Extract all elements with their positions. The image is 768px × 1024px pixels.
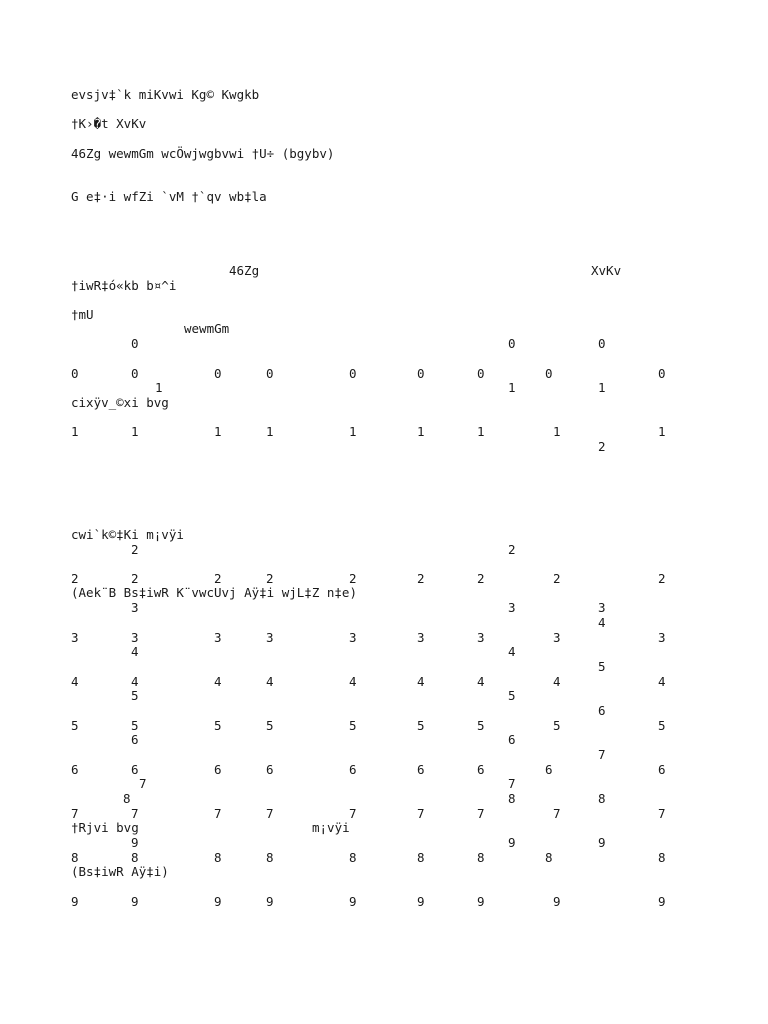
bubble-digit[interactable]: 6 xyxy=(417,762,425,777)
bubble-digit-sub[interactable]: 1 xyxy=(598,380,606,395)
bubble-digit[interactable]: 5 xyxy=(214,718,222,733)
bubble-digit-sub[interactable]: 5 xyxy=(131,688,139,703)
bubble-digit[interactable]: 1 xyxy=(417,424,425,439)
bubble-digit[interactable]: 6 xyxy=(658,762,666,777)
bubble-digit[interactable]: 7 xyxy=(477,806,485,821)
bubble-digit[interactable]: 8 xyxy=(658,850,666,865)
bubble-digit-sub[interactable]: 0 xyxy=(598,336,606,351)
english-letters-note: (Bs‡iwR Aÿ‡i) xyxy=(71,864,169,879)
bubble-digit[interactable]: 9 xyxy=(71,894,79,909)
bubble-digit[interactable]: 8 xyxy=(131,850,139,865)
bubble-digit[interactable]: 1 xyxy=(266,424,274,439)
bubble-digit[interactable]: 9 xyxy=(417,894,425,909)
bubble-digit-sub[interactable]: 0 xyxy=(508,336,516,351)
bubble-digit[interactable]: 5 xyxy=(131,718,139,733)
bubble-digit[interactable]: 2 xyxy=(417,571,425,586)
exam-number-label: 46Zg xyxy=(229,263,260,278)
bubble-digit-sub[interactable]: 9 xyxy=(508,835,516,850)
inspector-signature-label: cwi`k©‡Ki m¡vÿi xyxy=(71,527,184,542)
bubble-digit[interactable]: 1 xyxy=(553,424,561,439)
bubble-digit[interactable]: 9 xyxy=(349,894,357,909)
bubble-digit[interactable]: 7 xyxy=(553,806,561,821)
bubble-digit[interactable]: 8 xyxy=(349,850,357,865)
bubble-digit-sub[interactable]: 4 xyxy=(131,644,139,659)
bubble-digit[interactable]: 6 xyxy=(131,762,139,777)
bubble-digit[interactable]: 6 xyxy=(214,762,222,777)
bubble-digit[interactable]: 4 xyxy=(417,674,425,689)
bubble-digit-sub[interactable]: 5 xyxy=(598,659,606,674)
bubble-digit[interactable]: 0 xyxy=(477,366,485,381)
bubble-digit-sub[interactable]: 7 xyxy=(139,776,147,791)
bubble-digit[interactable]: 3 xyxy=(417,630,425,645)
bubble-digit-sub[interactable]: 9 xyxy=(131,835,139,850)
bubble-digit[interactable]: 2 xyxy=(214,571,222,586)
bubble-digit[interactable]: 6 xyxy=(266,762,274,777)
bubble-digit-sub[interactable]: 2 xyxy=(131,542,139,557)
bubble-digit[interactable]: 3 xyxy=(214,630,222,645)
bubble-digit[interactable]: 0 xyxy=(658,366,666,381)
bubble-digit[interactable]: 3 xyxy=(349,630,357,645)
bubble-digit[interactable]: 5 xyxy=(266,718,274,733)
bubble-digit[interactable]: 8 xyxy=(214,850,222,865)
bubble-digit[interactable]: 9 xyxy=(553,894,561,909)
bubble-digit[interactable]: 8 xyxy=(266,850,274,865)
bubble-digit[interactable]: 9 xyxy=(658,894,666,909)
bubble-digit[interactable]: 8 xyxy=(71,850,79,865)
bubble-digit[interactable]: 6 xyxy=(349,762,357,777)
bubble-digit[interactable]: 0 xyxy=(266,366,274,381)
bubble-digit[interactable]: 6 xyxy=(71,762,79,777)
bubble-digit[interactable]: 9 xyxy=(214,894,222,909)
bubble-digit-sub[interactable]: 0 xyxy=(131,336,139,351)
bubble-digit[interactable]: 2 xyxy=(266,571,274,586)
bubble-digit-sub[interactable]: 5 xyxy=(508,688,516,703)
bubble-digit[interactable]: 3 xyxy=(477,630,485,645)
bubble-digit[interactable]: 3 xyxy=(266,630,274,645)
bubble-digit[interactable]: 4 xyxy=(131,674,139,689)
bubble-digit[interactable]: 5 xyxy=(349,718,357,733)
bubble-digit-sub[interactable]: 3 xyxy=(508,600,516,615)
bubble-digit[interactable]: 8 xyxy=(417,850,425,865)
bubble-digit[interactable]: 3 xyxy=(553,630,561,645)
bubble-digit[interactable]: 8 xyxy=(545,850,553,865)
bubble-digit[interactable]: 7 xyxy=(349,806,357,821)
bubble-digit-sub[interactable]: 3 xyxy=(131,600,139,615)
bubble-digit[interactable]: 1 xyxy=(131,424,139,439)
bubble-digit-sub[interactable]: 8 xyxy=(598,791,606,806)
bubble-digit[interactable]: 9 xyxy=(477,894,485,909)
bubble-digit-sub[interactable]: 6 xyxy=(508,732,516,747)
candidate-name-label: cixÿv_©xi bvg xyxy=(71,395,169,410)
bubble-digit-sub[interactable]: 9 xyxy=(598,835,606,850)
bubble-digit[interactable]: 5 xyxy=(417,718,425,733)
bubble-digit[interactable]: 0 xyxy=(349,366,357,381)
bubble-digit[interactable]: 4 xyxy=(553,674,561,689)
bubble-digit[interactable]: 1 xyxy=(477,424,485,439)
bubble-digit[interactable]: 7 xyxy=(131,806,139,821)
bubble-digit[interactable]: 0 xyxy=(214,366,222,381)
bubble-digit-sub[interactable]: 6 xyxy=(131,732,139,747)
bubble-digit[interactable]: 0 xyxy=(71,366,79,381)
bubble-digit-sub[interactable]: 7 xyxy=(598,747,606,762)
bubble-digit-sub[interactable]: 4 xyxy=(508,644,516,659)
registration-number-label: †iwR‡ó«kb b¤^i xyxy=(71,278,177,293)
bubble-digit[interactable]: 2 xyxy=(131,571,139,586)
bubble-digit-sub[interactable]: 8 xyxy=(123,791,131,806)
exam-title: 46Zg wewmGm wcÖwjwgbvwi †U÷ (bgybv) xyxy=(71,146,335,161)
bubble-digit[interactable]: 1 xyxy=(349,424,357,439)
bubble-digit[interactable]: 7 xyxy=(214,806,222,821)
district-name-label: †Rjvi bvg xyxy=(71,820,139,835)
bubble-digit-sub[interactable]: 2 xyxy=(598,439,606,454)
bubble-digit[interactable]: 7 xyxy=(658,806,666,821)
bubble-digit[interactable]: 8 xyxy=(477,850,485,865)
bubble-digit[interactable]: 4 xyxy=(71,674,79,689)
bubble-digit[interactable]: 5 xyxy=(71,718,79,733)
bubble-digit[interactable]: 0 xyxy=(131,366,139,381)
bubble-digit[interactable]: 2 xyxy=(658,571,666,586)
bubble-digit[interactable]: 4 xyxy=(349,674,357,689)
bubble-digit[interactable]: 3 xyxy=(131,630,139,645)
signature-label: m¡vÿi xyxy=(312,820,350,835)
bubble-digit-sub[interactable]: 1 xyxy=(508,380,516,395)
bubble-digit[interactable]: 5 xyxy=(477,718,485,733)
bubble-digit[interactable]: 2 xyxy=(477,571,485,586)
bubble-digit[interactable]: 0 xyxy=(545,366,553,381)
bubble-digit[interactable]: 0 xyxy=(417,366,425,381)
bubble-digit[interactable]: 3 xyxy=(658,630,666,645)
bubble-digit[interactable]: 2 xyxy=(349,571,357,586)
bubble-digit-sub[interactable]: 3 xyxy=(598,600,606,615)
bubble-digit[interactable]: 5 xyxy=(553,718,561,733)
capital-letters-note: (Aek¨B Bs‡iwR K¨vwcUvj Aÿ‡i wjL‡Z n‡e) xyxy=(71,585,357,600)
bubble-digit[interactable]: 4 xyxy=(477,674,485,689)
bubble-digit[interactable]: 1 xyxy=(214,424,222,439)
box-instruction: G e‡·i wfZi `vM †`qv wb‡la xyxy=(71,189,267,204)
bubble-digit[interactable]: 6 xyxy=(477,762,485,777)
bubble-digit[interactable]: 4 xyxy=(214,674,222,689)
bubble-digit[interactable]: 4 xyxy=(658,674,666,689)
bubble-digit[interactable]: 2 xyxy=(71,571,79,586)
bubble-digit-sub[interactable]: 7 xyxy=(508,776,516,791)
bubble-digit[interactable]: 5 xyxy=(658,718,666,733)
center-name: †K›�t XvKv xyxy=(71,116,147,131)
commission-name: evsjv‡`k miKvwi Kg© Kwgkb xyxy=(71,87,260,102)
bubble-digit[interactable]: 7 xyxy=(417,806,425,821)
bubble-digit[interactable]: 3 xyxy=(71,630,79,645)
bubble-digit[interactable]: 1 xyxy=(658,424,666,439)
center-label: XvKv xyxy=(591,263,622,278)
bubble-digit[interactable]: 7 xyxy=(71,806,79,821)
bubble-digit[interactable]: 6 xyxy=(545,762,553,777)
bubble-digit[interactable]: 4 xyxy=(266,674,274,689)
bubble-digit[interactable]: 7 xyxy=(266,806,274,821)
bubble-digit-sub[interactable]: 1 xyxy=(155,380,163,395)
bubble-digit[interactable]: 9 xyxy=(266,894,274,909)
bubble-digit-sub[interactable]: 4 xyxy=(598,615,606,630)
bubble-digit-sub[interactable]: 6 xyxy=(598,703,606,718)
set-code-sub-label: wewmGm xyxy=(184,321,230,336)
set-code-label: †mU xyxy=(71,307,94,322)
bubble-digit-sub[interactable]: 2 xyxy=(508,542,516,557)
bubble-digit[interactable]: 2 xyxy=(553,571,561,586)
bubble-digit-sub[interactable]: 8 xyxy=(508,791,516,806)
bubble-digit[interactable]: 1 xyxy=(71,424,79,439)
bubble-digit[interactable]: 9 xyxy=(131,894,139,909)
